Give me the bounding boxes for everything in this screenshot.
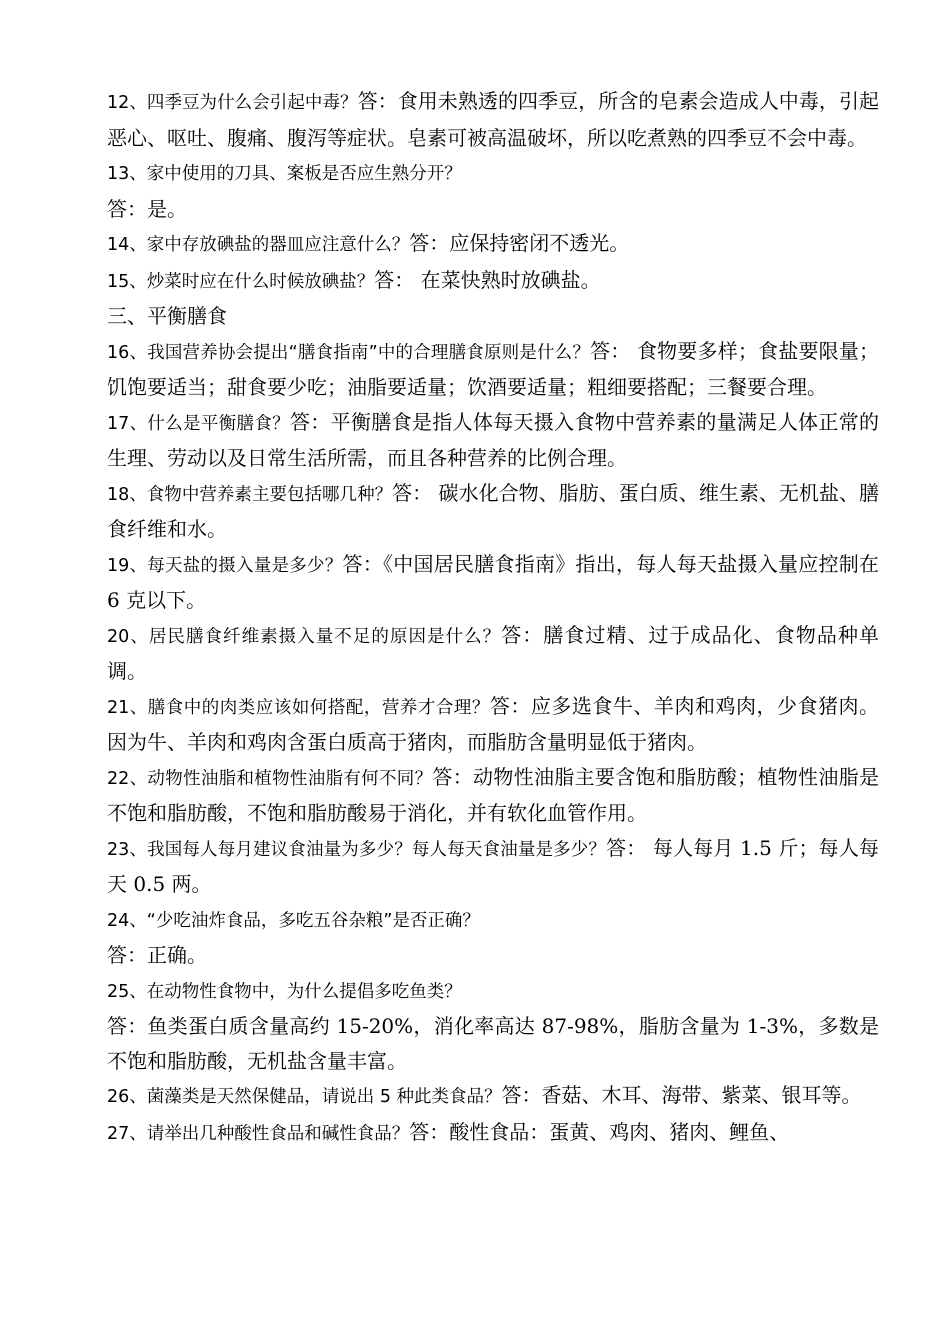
- answer-text: 答： 每人每月 1.5 斤；每人每天 0.5 两。: [107, 835, 879, 896]
- answer-text: 答：《中国居民膳食指南》指出，每人每天盐摄入量应控制在 6 克以下。: [107, 551, 879, 612]
- question-text: 24、“少吃油炸食品，多吃五谷杂粮”是否正确？: [107, 910, 480, 931]
- answer-text: 答： 食物要多样；食盐要限量；饥饱要适当；甜食要少吃；油脂要适量；饮酒要适量；粗细要搭配；三餐要合理。: [107, 338, 879, 399]
- question-text: 19、每天盐的摄入量是多少？: [107, 555, 343, 576]
- qa-paragraph: [107, 84, 879, 155]
- question-text: 25、在动物性食物中，为什么提倡多吃鱼类？: [107, 981, 462, 1002]
- qa-paragraph: [107, 226, 879, 263]
- qa-paragraph: [107, 476, 879, 547]
- question-text: 22、动物性油脂和植物性油脂有何不同？: [107, 768, 433, 789]
- qa-paragraph: [107, 334, 879, 405]
- answer-text: 答：食用未熟透的四季豆，所含的皂素会造成人中毒，引起恶心、呕吐、腹痛、腹泻等症状。皂素可被高温破坏，所以吃煮熟的四季豆不会中毒。: [107, 89, 880, 150]
- question-text: 21、膳食中的肉类应该如何搭配，营养才合理？: [107, 697, 490, 718]
- qa-paragraph: [107, 299, 879, 334]
- qa-paragraph: [107, 973, 879, 1010]
- qa-paragraph: [107, 938, 879, 973]
- answer-text: 答：是。: [107, 196, 187, 221]
- question-text: 26、菌藻类是天然保健品，请说出 5 种此类食品？: [107, 1087, 502, 1107]
- question-text: 17、什么是平衡膳食？: [107, 413, 290, 434]
- qa-paragraph: [107, 618, 879, 689]
- qa-paragraph: [107, 405, 879, 476]
- qa-paragraph: [107, 689, 879, 760]
- qa-paragraph: [107, 831, 879, 902]
- question-text: 14、家中存放碘盐的器皿应注意什么？: [107, 235, 410, 255]
- answer-text: 答：香菇、木耳、海带、紫菜、银耳等。: [501, 1083, 862, 1107]
- answer-text: 答：动物性油脂主要含饱和脂肪酸；植物性油脂是不饱和脂肪酸，不饱和脂肪酸易于消化，并有软化血管作用。: [107, 764, 879, 825]
- qa-paragraph: [107, 155, 879, 192]
- qa-paragraph: [107, 192, 879, 227]
- answer-text: 答：膳食过精、过于成品化、食物品种单调。: [107, 622, 879, 683]
- question-text: 18、食物中营养素主要包括哪几种？: [107, 484, 393, 505]
- answer-text: 答：平衡膳食是指人体每天摄入食物中营养素的量满足人体正常的生理、劳动以及日常生活所需，而且各种营养的比例合理。: [107, 409, 879, 470]
- answer-text: 答：正确。: [107, 943, 207, 967]
- question-text: 23、我国每人每月建议食油量为多少？每人每天食油量是多少？: [107, 839, 607, 860]
- document-body: [107, 84, 879, 1151]
- qa-paragraph: [107, 1115, 879, 1152]
- qa-paragraph: [107, 547, 879, 618]
- answer-text: 答： 碳水化合物、脂肪、蛋白质、维生素、无机盐、膳食纤维和水。: [107, 480, 879, 541]
- qa-paragraph: [107, 1078, 879, 1115]
- qa-paragraph: [107, 263, 879, 300]
- answer-text: 答：鱼类蛋白质含量高约 15-20%，消化率高达 87-98%，脂肪含量为 1-3%，多数是不饱和脂肪酸，无机盐含量丰富。: [107, 1014, 879, 1073]
- question-text: 12、四季豆为什么会引起中毒？: [107, 93, 358, 113]
- question-text: 27、请举出几种酸性食品和碱性食品？: [107, 1123, 410, 1144]
- answer-text: 答： 在菜快熟时放碘盐。: [374, 267, 601, 292]
- answer-text: 三、平衡膳食: [107, 304, 227, 328]
- answer-text: 答：酸性食品：蛋黄、鸡肉、猪肉、鲤鱼、: [409, 1119, 790, 1144]
- qa-paragraph: [107, 902, 879, 939]
- answer-text: 答：应保持密闭不透光。: [409, 231, 630, 255]
- qa-paragraph: [107, 760, 879, 831]
- question-text: 16、我国营养协会提出“膳食指南”中的合理膳食原则是什么？: [107, 342, 591, 363]
- question-text: 13、家中使用的刀具、案板是否应生熟分开？: [107, 164, 462, 184]
- answer-text: 答：应多选食牛、羊肉和鸡肉，少食猪肉。因为牛、羊肉和鸡肉含蛋白质高于猪肉，而脂肪含量明显低于猪肉。: [107, 693, 879, 754]
- question-text: 20、居民膳食纤维素摄入量不足的原因是什么？: [107, 626, 502, 647]
- question-text: 15、炒菜时应在什么时候放碘盐？: [107, 271, 375, 292]
- qa-paragraph: [107, 1009, 879, 1078]
